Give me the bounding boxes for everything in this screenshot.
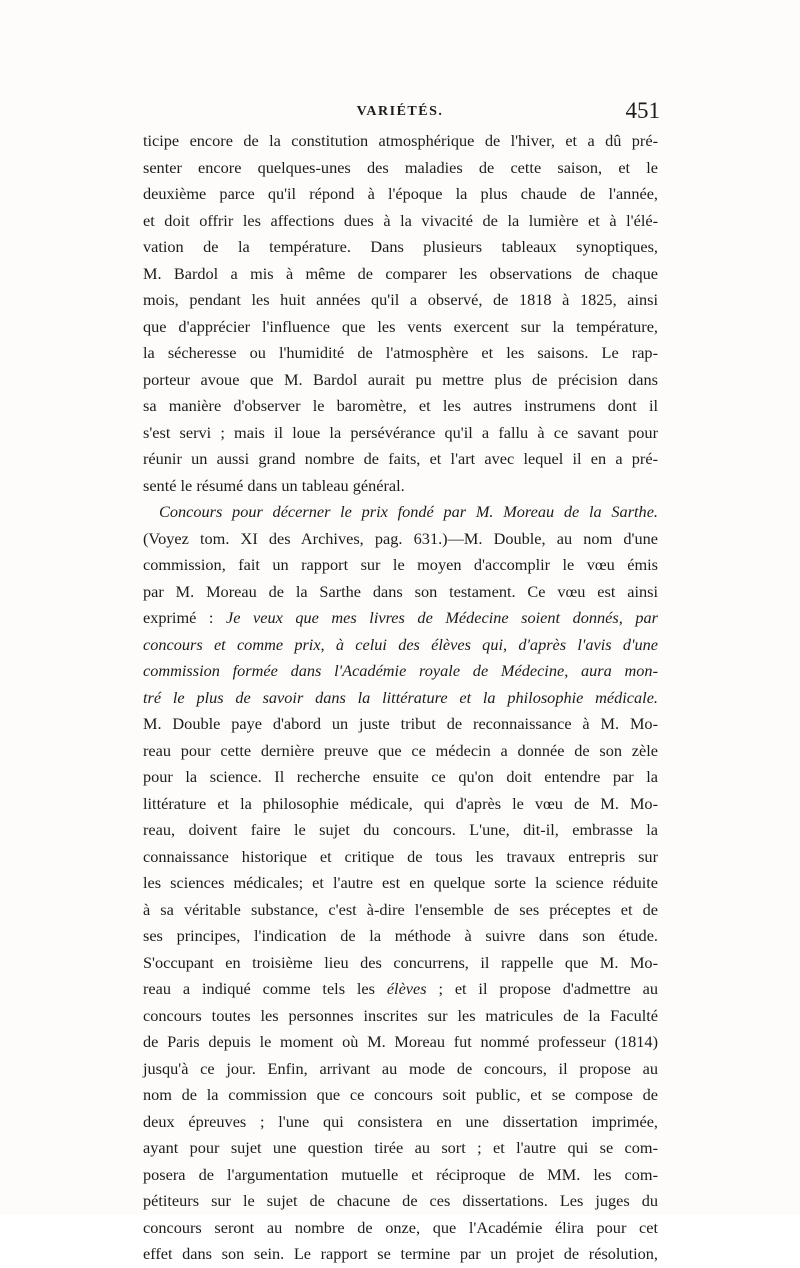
text-run: exprimé : (143, 608, 226, 627)
text-line: que d'apprécier l'influence que les vents exercent sur la température, (143, 316, 658, 336)
quoted-will: tré le plus de savoir dans la littérature et la philosophie médicale. (143, 687, 658, 707)
quoted-will: concours et comme prix, à celui des élèves qui, d'après l'avis d'une (143, 634, 658, 654)
text-line: senter encore quelques-unes des maladies de cette saison, et le (143, 157, 658, 177)
text-line: la sécheresse ou l'humidité de l'atmosphère et les saisons. Le rap- (143, 343, 658, 362)
text-line: posera de l'argumentation mutuelle et réciproque de MM. les com- (143, 1164, 658, 1184)
page-number: 451 (625, 98, 660, 123)
text-line: de Paris depuis le moment où M. Moreau fut nommé professeur (1814) (143, 1032, 658, 1051)
text-line: connaissance historique et critique de tous les travaux entrepris sur (143, 846, 658, 866)
text-line: S'occupant en troisième lieu des concurrens, il rappelle que M. Mo- (143, 952, 658, 972)
text-line: commission, fait un rapport sur le moyen d'accomplir le vœu émis (143, 555, 658, 574)
text-line: porteur avoue que M. Bardol aurait pu mettre plus de précision dans (143, 369, 658, 389)
body-text (143, 128, 658, 1268)
text-line: reau pour cette dernière preuve que ce médecin a donnée de son zèle (143, 740, 658, 760)
text-line: concours seront au nombre de onze, que l'Académie élira pour cet (143, 1217, 658, 1237)
quoted-will: Je veux que mes livres de Médecine soient donnés, par (225, 608, 658, 627)
text-line: les sciences médicales; et l'autre est en quelque sorte la science réduite (143, 873, 658, 892)
text-line (143, 605, 658, 632)
text-line: mois, pendant les huit années qu'il a observé, de 1818 à 1825, ainsi (143, 290, 658, 309)
text-run: reau a indiqué comme tels les (143, 979, 387, 998)
text-line: M. Double paye d'abord un juste tribut de reconnaissance à M. Mo- (143, 714, 658, 733)
text-line: littérature et la philosophie médicale, qui d'après le vœu de M. Mo- (143, 793, 658, 813)
text-run: ; et il propose d'admettre au (426, 979, 658, 998)
text-line: deux épreuves ; l'une qui consistera en une dissertation imprimée, (143, 1111, 658, 1131)
text-line: vation de la température. Dans plusieurs tableaux synoptiques, (143, 237, 658, 256)
text-line: nom de la commission que ce concours soit public, et se compose de (143, 1085, 658, 1104)
text-line: ayant pour sujet une question tirée au sort ; et l'autre qui se com- (143, 1138, 658, 1157)
text-line: senté le résumé dans un tableau général. (143, 475, 405, 495)
text-run-italic: élèves (386, 979, 427, 998)
text-line: réunir un aussi grand nombre de faits, et l'art avec lequel il en a pré- (143, 449, 658, 468)
section-heading: Concours pour décerner le prix fondé par M. Moreau de la Sarthe. (159, 502, 658, 521)
text-line: jusqu'à ce jour. Enfin, arrivant au mode de concours, il propose au (143, 1058, 658, 1078)
text-line: ticipe encore de la constitution atmosphérique de l'hiver, et a dû pré- (143, 131, 658, 150)
text-line: pétiteurs sur le sujet de chacune de ces dissertations. Les juges du (143, 1191, 658, 1210)
text-line: concours toutes les personnes inscrites sur les matricules de la Faculté (143, 1005, 658, 1025)
text-line: reau, doivent faire le sujet du concours. L'une, dit-il, embrasse la (143, 820, 658, 839)
text-line: s'est servi ; mais il loue la persévérance qu'il a fallu à ce savant pour (143, 422, 658, 442)
paragraph-bardol (143, 128, 658, 499)
text-line: sa manière d'observer le baromètre, et les autres instrumens dont il (143, 396, 658, 415)
text-line: M. Bardol a mis à même de comparer les observations de chaque (143, 263, 658, 283)
text-line: deuxième parce qu'il répond à l'époque la plus chaude de l'année, (143, 184, 658, 203)
text-line: ses principes, l'indication de la méthode à suivre dans son étude. (143, 926, 658, 945)
text-line (143, 976, 658, 1003)
quoted-will: commission formée dans l'Académie royale de Médecine, aura mon- (143, 661, 658, 680)
text-line: (Voyez tom. XI des Archives, pag. 631.)—M. Double, au nom d'une (143, 528, 658, 548)
text-line: à sa véritable substance, c'est à-dire l'ensemble de ses préceptes et de (143, 899, 658, 919)
running-head-title: VARIÉTÉS. (356, 104, 444, 119)
running-head (140, 98, 660, 126)
text-line: pour la science. Il recherche ensuite ce qu'on doit entendre par la (143, 767, 658, 786)
paragraph-concours (143, 499, 658, 1268)
text-line: par M. Moreau de la Sarthe dans son testament. Ce vœu est ainsi (143, 581, 658, 601)
text-line: effet dans son sein. Le rapport se termine par un projet de résolution, (143, 1244, 658, 1263)
text-line: et doit offrir les affections dues à la vivacité de la lumière et à l'élé- (143, 210, 658, 230)
